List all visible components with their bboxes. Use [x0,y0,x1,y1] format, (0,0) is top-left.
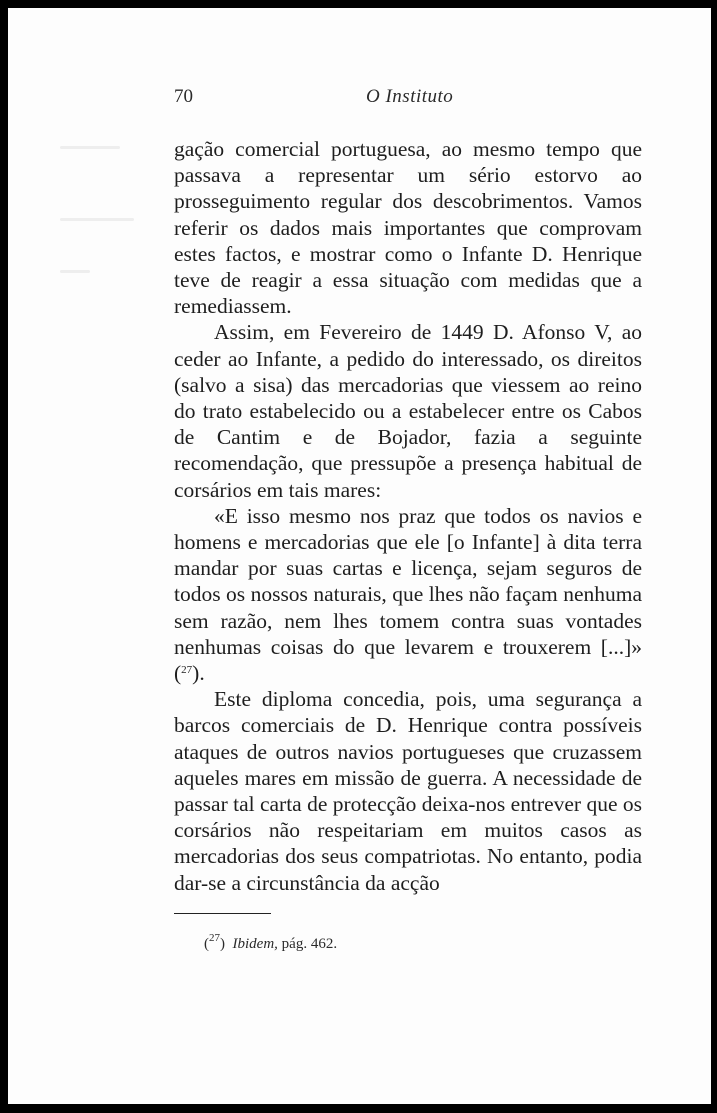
show-through-mark [60,270,90,273]
running-header [174,86,642,112]
footnote-page: pág. 462. [281,936,338,952]
page-number: 70 [174,86,193,107]
body-text [174,136,642,896]
paragraph: Este diploma concedia, pois, uma segurança a barcos comerciais de D. Henrique contra possíveis ataques de outros navios portugueses que cruzassem aqueles mares em missão de guerra. A necessidade de passar tal carta de protecção deixa-nos entrever que os corsários não respeitariam em muitos casos as mercadorias dos seus compatriotas. No entanto, podia dar-se a circunstância da acção [174,687,642,895]
quote-text: «E isso mesmo nos praz que todos os navios e homens e mercadorias que ele [o Infante] à dita terra mandar por suas cartas e licença, sejam seguros de todos os nossos naturais, que lhes não façam nenhuma sem razão, nem lhes tomem contra suas vontades nenhumas coisas do que levarem e trouxerem [...]» ( [174,503,642,686]
running-title: O Instituto [366,86,454,107]
paragraph: gação comercial portuguesa, ao mesmo tempo que passava a representar um sério estorvo ao prosseguimento regular dos descobrimentos. Vamos referir os dados mais importantes que comprovam estes factos, e mostrar como o Infante D. Henrique teve de reagir a essa situação com medidas que a remediassem. [174,137,642,319]
footnote-rule [174,913,271,914]
footnote-marker-close: ) [220,936,225,952]
footnote-marker-open: ( [204,936,209,952]
quote-paragraph [174,503,642,686]
footnote-marker: 27 [209,932,220,944]
footnote-source: Ibidem, [232,936,278,952]
quote-tail: ). [192,661,205,686]
paragraph: Assim, em Fevereiro de 1449 D. Afonso V, ao ceder ao Infante, a pedido do interessado, os direitos (salvo a sisa) das mercadorias que viessem ao reino do trato estabelecido ou a estabelecer entre os Cabos de Cantim e de Bojador, fazia a seguinte recomendação, que pressupõe a presença habitual de corsários em tais mares: [174,320,642,502]
footnote-reference: 27 [181,664,193,677]
footnote [204,932,338,953]
show-through-mark [60,218,134,221]
show-through-mark [60,146,120,149]
